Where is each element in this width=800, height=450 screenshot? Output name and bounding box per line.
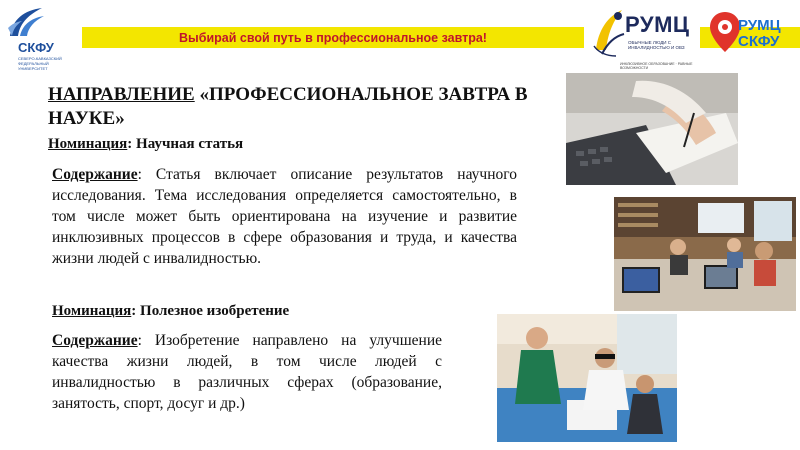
rumc-logo-subtitle: ОБЫЧНЫЕ ЛЮДИ С ИНВАЛИДНОСТЬЮ И ОВЗ bbox=[628, 40, 685, 50]
page-title-prefix: НАПРАВЛЕНИЕ bbox=[48, 84, 195, 105]
nomination-2-content-text: : Изобретение направлено на улучшение качества жизни людей, в том числе людей с инвалидностью в различных сферах (образование, занятость, спорт, досуг и др.) bbox=[52, 332, 442, 412]
nomination-2-heading bbox=[52, 302, 289, 320]
nomination-2-key: Номинация bbox=[52, 303, 132, 319]
skfu-logo-subtitle: СЕВЕРО-КАВКАЗСКИЙ ФЕДЕРАЛЬНЫЙ УНИВЕРСИТЕТ bbox=[18, 56, 62, 71]
rumc-figure-icon bbox=[588, 6, 628, 66]
nomination-2-value: : Полезное изобретение bbox=[131, 303, 290, 319]
photo-classroom-laptops bbox=[614, 197, 796, 311]
nomination-1-content bbox=[52, 164, 517, 269]
slogan-banner bbox=[82, 27, 584, 48]
skfu-emblem-icon bbox=[6, 6, 46, 42]
nomination-1-heading bbox=[48, 135, 243, 153]
rumc-skfu-logo-line1: РУМЦ bbox=[738, 17, 781, 34]
rumc-skfu-logo bbox=[708, 8, 798, 64]
page-title-rest: «ПРОФЕССИОНАЛЬНОЕ ЗАВТРА В НАУКЕ» bbox=[48, 84, 528, 129]
nomination-1-value: : Научная статья bbox=[127, 136, 244, 152]
skfu-logo-name: СКФУ bbox=[18, 40, 54, 55]
nomination-1-key: Номинация bbox=[48, 136, 128, 152]
nomination-2-content-key: Содержание bbox=[52, 332, 138, 349]
nomination-1-content-key: Содержание bbox=[52, 166, 138, 183]
nomination-2-content bbox=[52, 330, 442, 414]
location-pin-icon bbox=[708, 10, 742, 54]
nomination-1-content-text: : Статья включает описание результатов научного исследования. Тема исследования определяется самостоятельно, в том числе может быть ориентирована на изучение и развитие инклюзивных процессов в сфере образования и труда, и качества жизни людей с инвалидностью. bbox=[52, 166, 517, 267]
rumc-logo-tagline: ИНКЛЮЗИВНОЕ ОБРАЗОВАНИЕ · РАВНЫЕ ВОЗМОЖНОСТИ bbox=[620, 62, 693, 70]
skfu-logo bbox=[6, 6, 80, 72]
rumc-skfu-logo-line2: СКФУ bbox=[738, 33, 780, 50]
slogan-text: Выбирай свой путь в профессиональное завтра! bbox=[179, 30, 487, 45]
photo-medical-training bbox=[497, 314, 677, 442]
page-title bbox=[48, 83, 528, 131]
rumc-logo-name: РУМЦ bbox=[625, 12, 690, 37]
rumc-logo bbox=[588, 4, 700, 72]
photo-writing-at-laptop bbox=[566, 73, 738, 185]
